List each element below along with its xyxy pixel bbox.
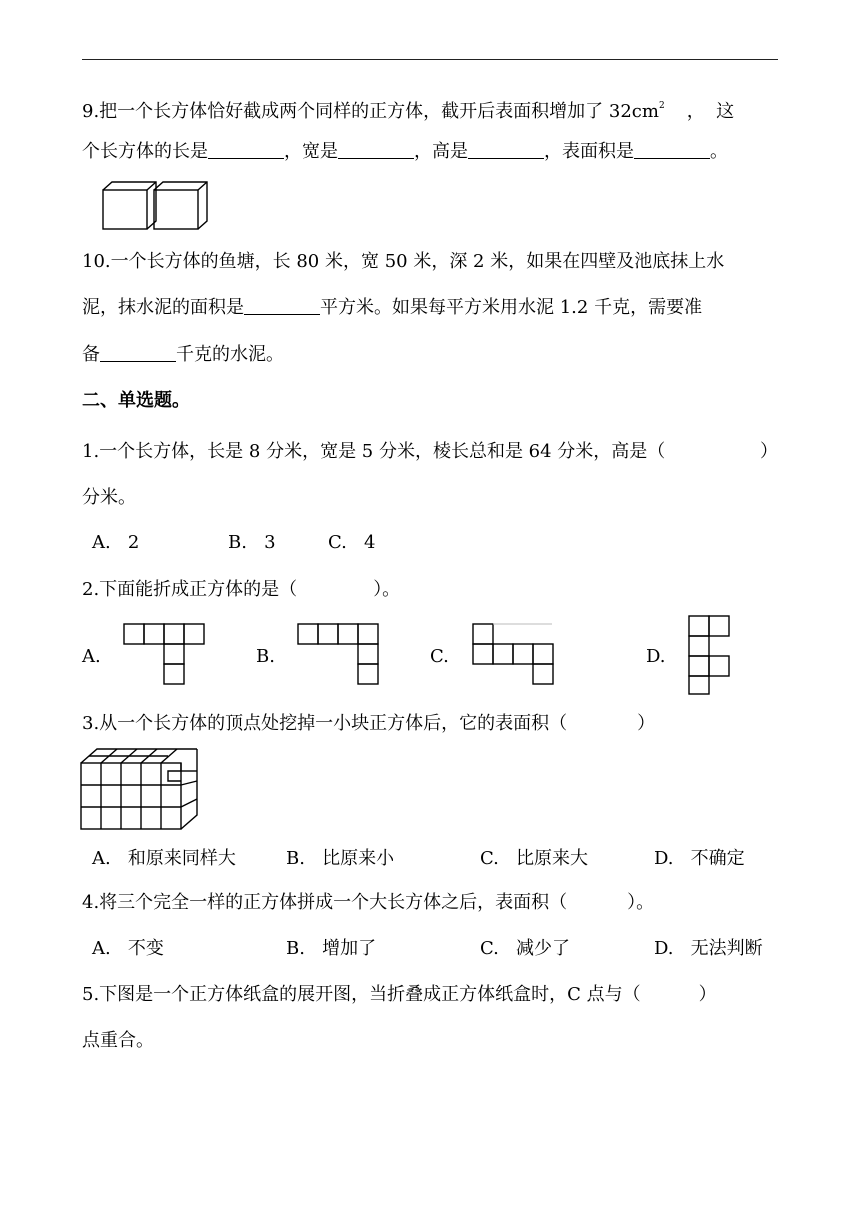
q9-line2: [82, 140, 728, 164]
q9-line1: [82, 94, 734, 124]
answer-blank[interactable]: [100, 343, 176, 362]
s4-line: [82, 891, 654, 915]
net-d-figure: [688, 615, 730, 695]
answer-blank[interactable]: [244, 296, 320, 315]
cube-right: [154, 182, 207, 229]
net-b-figure: [297, 623, 379, 685]
option-d[interactable]: D.: [646, 646, 666, 667]
q9-text-length: 个长方体的长是: [82, 141, 208, 162]
option-c[interactable]: C. 减少了: [480, 938, 571, 959]
s2-text: 2.下面能折成正方体的是（: [82, 579, 298, 600]
answer-blank[interactable]: [468, 140, 544, 159]
option-b[interactable]: B.: [256, 646, 275, 667]
option-d[interactable]: D. 无法判断: [654, 938, 763, 959]
s3-text: 3.从一个长方体的顶点处挖掉一小块正方体后，它的表面积（: [82, 713, 568, 734]
s1-line1: [82, 440, 778, 464]
option-b[interactable]: B. 3: [228, 532, 276, 553]
q9-text-height: ，高是: [414, 141, 468, 162]
q9-text-area: ，表面积是: [544, 141, 634, 162]
q10-text-d: 千克的水泥。: [176, 344, 284, 365]
section-heading: 二、单选题。: [82, 390, 190, 411]
answer-blank[interactable]: [338, 140, 414, 159]
cuboid-with-notch-figure: [80, 745, 200, 833]
s4-text: 4.将三个完全一样的正方体拼成一个大长方体之后，表面积（: [82, 892, 568, 913]
q9-text-width: ，宽是: [284, 141, 338, 162]
q10-text-a: 泥，抹水泥的面积是: [82, 297, 244, 318]
s1-paren: ）: [760, 441, 778, 462]
cube-left: [103, 182, 156, 229]
s2-line: [82, 578, 400, 602]
s3-paren: ）: [637, 713, 656, 734]
s1-line2: 分米。: [82, 487, 136, 508]
q10-line3: [82, 343, 284, 367]
header-rule: [82, 59, 778, 60]
answer-blank[interactable]: [634, 140, 710, 159]
s5-line2: 点重合。: [82, 1030, 154, 1051]
option-b[interactable]: B. 比原来小: [286, 848, 395, 869]
option-c[interactable]: C. 4: [328, 532, 376, 553]
q10-text-b: 平方米。如果每平方米用水泥 1.2 千克，需要准: [320, 297, 703, 318]
q9-text-end: 。: [710, 141, 728, 162]
option-c[interactable]: C. 比原来大: [480, 848, 589, 869]
two-cubes-figure: [100, 181, 212, 231]
s5-paren: ）: [698, 984, 717, 1005]
q9-text-a: 9.把一个长方体恰好截成两个同样的正方体，截开后表面积增加了 32cm: [82, 101, 659, 122]
option-d[interactable]: D. 不确定: [654, 848, 745, 869]
option-a[interactable]: A. 2: [92, 532, 140, 553]
q9-superscript: 2: [658, 101, 665, 111]
net-c-figure: [472, 623, 554, 685]
option-a[interactable]: A. 不变: [92, 938, 164, 959]
option-a[interactable]: A.: [82, 646, 101, 667]
option-b[interactable]: B. 增加了: [286, 938, 377, 959]
q9-text-b: ， 这: [686, 101, 735, 122]
option-c[interactable]: C.: [430, 646, 449, 667]
q10-text-c: 备: [82, 344, 100, 365]
s4-paren: ）。: [627, 892, 655, 913]
s2-paren: ）。: [373, 579, 401, 600]
answer-blank[interactable]: [208, 140, 284, 159]
s1-text: 1.一个长方体，长是 8 分米，宽是 5 分米，棱长总和是 64 分米，高是（: [82, 441, 666, 462]
s5-text: 5.下图是一个正方体纸盒的展开图，当折叠成正方体纸盒时，C 点与（: [82, 984, 641, 1005]
q10-line2: [82, 296, 702, 320]
net-a-figure: [123, 623, 205, 685]
s5-line1: [82, 983, 778, 1007]
q10-line1: 10.一个长方体的鱼塘，长 80 米，宽 50 米，深 2 米，如果在四壁及池底抹上水: [82, 251, 725, 272]
option-a[interactable]: A. 和原来同样大: [92, 848, 236, 869]
s3-line: [82, 712, 655, 736]
